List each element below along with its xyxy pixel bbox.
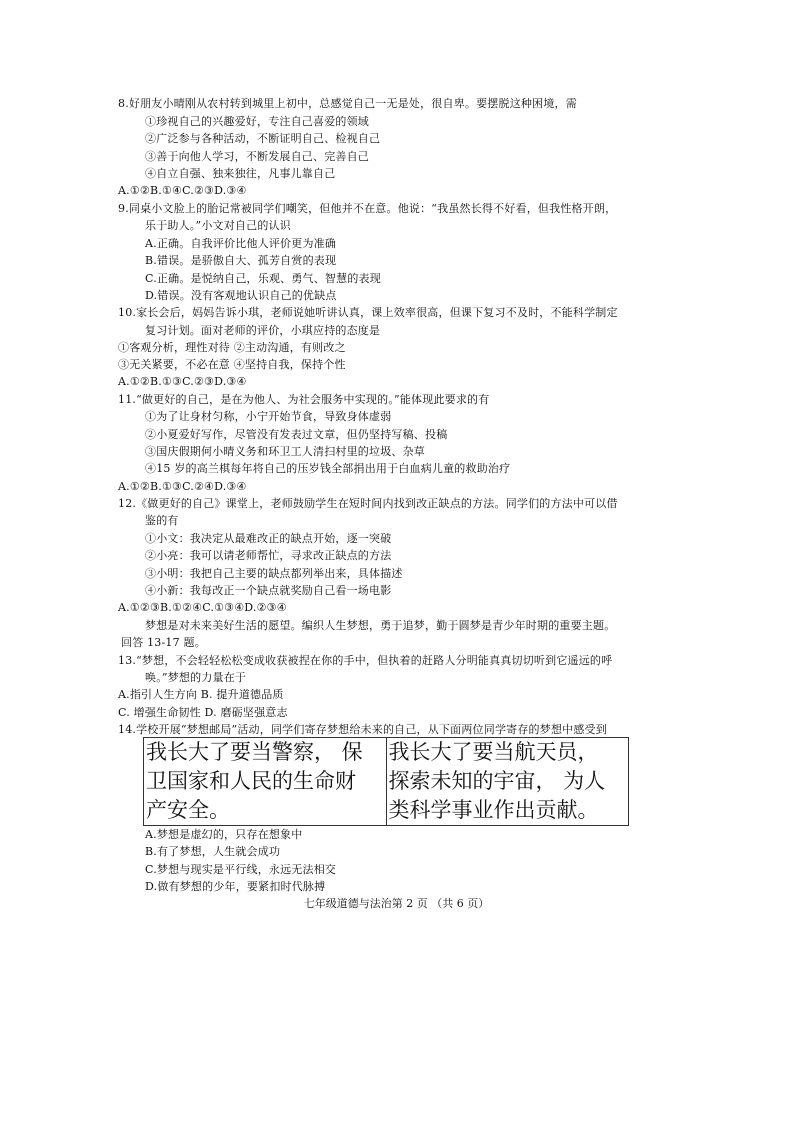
- answer-choices: A.①②B.①③C.②④D.③④: [118, 480, 247, 493]
- option: ②小夏爱好写作，尽管没有发表过文章，但仍坚持写稿、投稿: [145, 428, 448, 441]
- option: B.有了梦想，人生就会成功: [145, 845, 281, 858]
- answer-choices: A.①②B.①④C.②③D.③④: [118, 184, 247, 197]
- option: ④自立自强、独来独往，凡事儿靠自己: [145, 167, 336, 180]
- option: A.梦想是虚幻的，只存在想象中: [145, 828, 303, 841]
- option: ③小明：我把自己主要的缺点都列举出来，具体描述: [145, 567, 403, 580]
- dream-left-line: 卫国家和人民的生命财: [146, 769, 356, 793]
- answer-choices: A.①②B.①③C.②③D.③④: [118, 375, 247, 388]
- question-11-stem: 11.“做更好的自己，是在为他人、为社会服务中实现的。”能体现此要求的有: [118, 393, 490, 406]
- option: D.错误。没有客观地认识自己的优缺点: [145, 289, 337, 302]
- question-13-stem-cont: 唤。”梦想的力量在于: [145, 671, 247, 684]
- option: ③无关紧要，不必在意 ④坚持自我，保持个性: [118, 358, 346, 371]
- dream-left: [144, 738, 387, 826]
- dream-table: [143, 737, 629, 826]
- dream-left-line: 我长大了要当警察， 保: [146, 740, 363, 764]
- question-9-stem: 9.同桌小文脸上的胎记常被同学们嘲笑，但他并不在意。他说：“我虽然长得不好看，但我性格开朗，: [118, 202, 617, 215]
- dream-right: [386, 738, 629, 826]
- question-10-stem-cont: 复习计划。面对老师的评价，小琪应持的态度是: [145, 324, 381, 337]
- question-10-stem: 10.家长会后，妈妈告诉小琪，老师说她听讲认真，课上效率很高，但课下复习不及时，不能科学制定: [118, 306, 618, 319]
- option: ④小新：我每改正一个缺点就奖励自己看一场电影: [145, 584, 392, 597]
- question-12-stem-cont: 鉴的有: [145, 514, 179, 527]
- question-12-stem: 12.《做更好的自己》课堂上，老师鼓励学生在短时间内找到改正缺点的方法。同学们的方法中可以借: [118, 497, 618, 510]
- question-9-stem-cont: 乐于助人。”小文对自己的认识: [145, 219, 291, 232]
- option: C.正确。是悦纳自己，乐观、勇气、智慧的表现: [145, 272, 381, 285]
- option: A.正确。自我评价比他人评价更为准确: [145, 237, 337, 250]
- option: D.做有梦想的少年，要紧扣时代脉搏: [145, 880, 326, 893]
- option: ②广泛参与各种活动，不断证明自己、检视自己: [145, 132, 381, 145]
- dream-right-line: 我长大了要当航天员，: [388, 740, 599, 764]
- question-14-stem: 14.学校开展“梦想邮局”活动，同学们寄存梦想给未来的自己，从下面两位同学寄存的梦想中感受到: [118, 723, 607, 736]
- option-row: A.指引人生方向 B. 提升道德品质: [118, 688, 284, 701]
- option: ①为了让身材匀称，小宁开始节食，导致身体虚弱: [145, 410, 392, 423]
- dream-left-line: 产安全。: [146, 798, 230, 822]
- option: ②小亮：我可以请老师帮忙，寻求改正缺点的方法: [145, 549, 392, 562]
- dream-right-line: 探索未知的宇宙， 为人: [388, 769, 606, 793]
- answer-choices: A.①②③B.①②④C.①③④D.②③④: [118, 601, 287, 614]
- page-footer: 七年级道德与法治第 2 页 （共 6 页）: [303, 897, 490, 910]
- option-row: C. 增强生命韧性 D. 磨砺坚强意志: [118, 706, 288, 719]
- dream-right-line: 类科学事业作出贡献。: [388, 798, 599, 822]
- option: ①客观分析，理性对待 ②主动沟通，有则改之: [118, 341, 346, 354]
- option: ①珍视自己的兴趣爱好，专注自己喜爱的领域: [145, 115, 369, 128]
- option: ④15 岁的高兰棋每年将自己的压岁钱全部捐出用于白血病儿童的救助治疗: [145, 462, 511, 475]
- option: ③国庆假期何小晴义务和环卫工人清扫村里的垃圾、杂草: [145, 445, 425, 458]
- question-8-stem: 8.好朋友小晴刚从农村转到城里上初中，总感觉自己一无是处，很自卑。要摆脱这种困境，需: [118, 97, 577, 110]
- section-intro: 梦想是对未来美好生活的愿望。编织人生梦想，勇于追梦，勤于圆梦是青少年时期的重要主题。: [145, 619, 616, 632]
- section-intro-cont: 回答 13-17 题。: [121, 636, 206, 649]
- option: B.错误。是骄傲自大、孤芳自赏的表现: [145, 254, 337, 267]
- option: C.梦想与现实是平行线，永远无法相交: [145, 863, 337, 876]
- option: ③善于向他人学习，不断发展自己、完善自己: [145, 150, 369, 163]
- question-13-stem: 13.“梦想，不会轻轻松松变成收获被捏在你的手中，但执着的赶路人分明能真真切切听到它遥远的呼: [118, 654, 613, 667]
- option: ①小文：我决定从最难改正的缺点开始，逐一突破: [145, 532, 392, 545]
